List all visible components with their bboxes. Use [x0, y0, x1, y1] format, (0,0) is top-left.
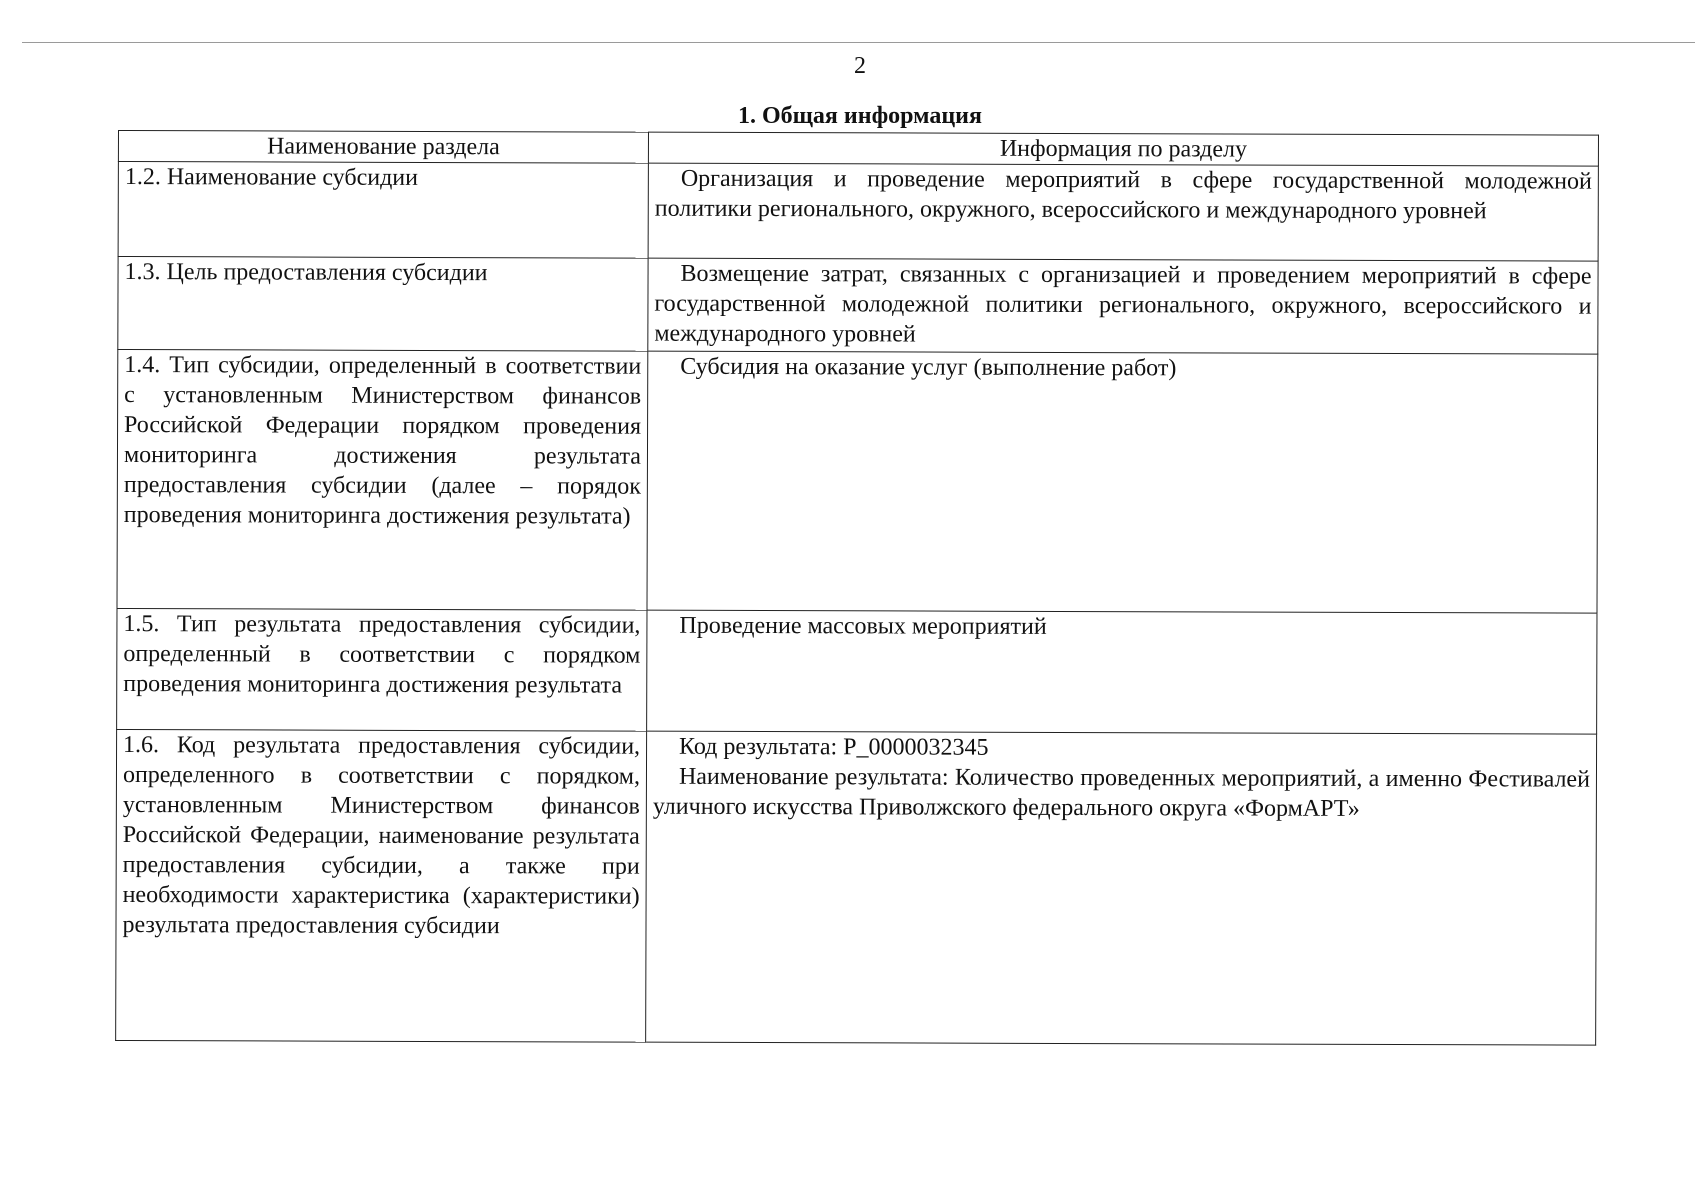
- top-divider-line: [22, 42, 1695, 43]
- row-label-result-code: 1.6. Код результата предоставления субсидии, определенного в соответствии с порядком, установленным Министерством финансов Российской Федерации, наименование результата предоставления субсидии, а также при необходимости характеристика (характеристики) результата предоставления субсидии: [116, 729, 647, 1042]
- row-info-subsidy-goal: [648, 258, 1598, 354]
- info-paragraph-result-code: Код результата: P_0000032345: [679, 733, 989, 761]
- info-paragraph: Возмещение затрат, связанных с организацией и проведением мероприятий в сфере государственной молодежной политики регионального, окружного, всероссийского и международного уровней: [654, 260, 1592, 348]
- info-paragraph: Проведение массовых мероприятий: [679, 612, 1047, 640]
- row-info-subsidy-name: [648, 163, 1598, 261]
- page-number: 2: [854, 53, 866, 79]
- table-row: [116, 729, 1597, 1045]
- table-header-row: [118, 131, 1598, 167]
- row-info-result-type: [647, 610, 1597, 734]
- table-row: [117, 350, 1598, 614]
- info-paragraph-result-name: Наименование результата: Количество проведенных мероприятий, а именно Фестивалей уличного искусства Приволжского федерального округа «ФормАРТ»: [652, 763, 1591, 822]
- header-section-info: Информация по разделу: [648, 132, 1598, 166]
- row-label-result-type: 1.5. Тип результата предоставления субсидии, определенный в соответствии с порядком проведения мониторинга достижения результата: [117, 608, 647, 731]
- table-row: [118, 257, 1598, 355]
- section-title: 1. Общая информация: [738, 103, 982, 129]
- info-paragraph: Субсидия на оказание услуг (выполнение работ): [680, 353, 1177, 382]
- row-info-subsidy-type: [647, 351, 1598, 613]
- row-label-subsidy-goal: 1.3. Цель предоставления субсидии: [118, 257, 648, 352]
- info-paragraph: Организация и проведение мероприятий в сфере государственной молодежной политики регионального, окружного, всероссийского и международного уровней: [654, 165, 1592, 225]
- table-row: [118, 162, 1598, 262]
- row-label-subsidy-type: 1.4. Тип субсидии, определенный в соответствии с установленным Министерством финансов Российской Федерации порядком проведения мониторинга достижения результата предоставления субсидии (далее – порядок проведения мониторинга достижения результата): [117, 350, 648, 611]
- table-row: [117, 608, 1597, 734]
- row-label-subsidy-name: 1.2. Наименование субсидии: [118, 162, 648, 259]
- header-section-name: Наименование раздела: [118, 131, 648, 164]
- row-info-result-code: [646, 731, 1597, 1045]
- general-info-table: [115, 130, 1599, 1046]
